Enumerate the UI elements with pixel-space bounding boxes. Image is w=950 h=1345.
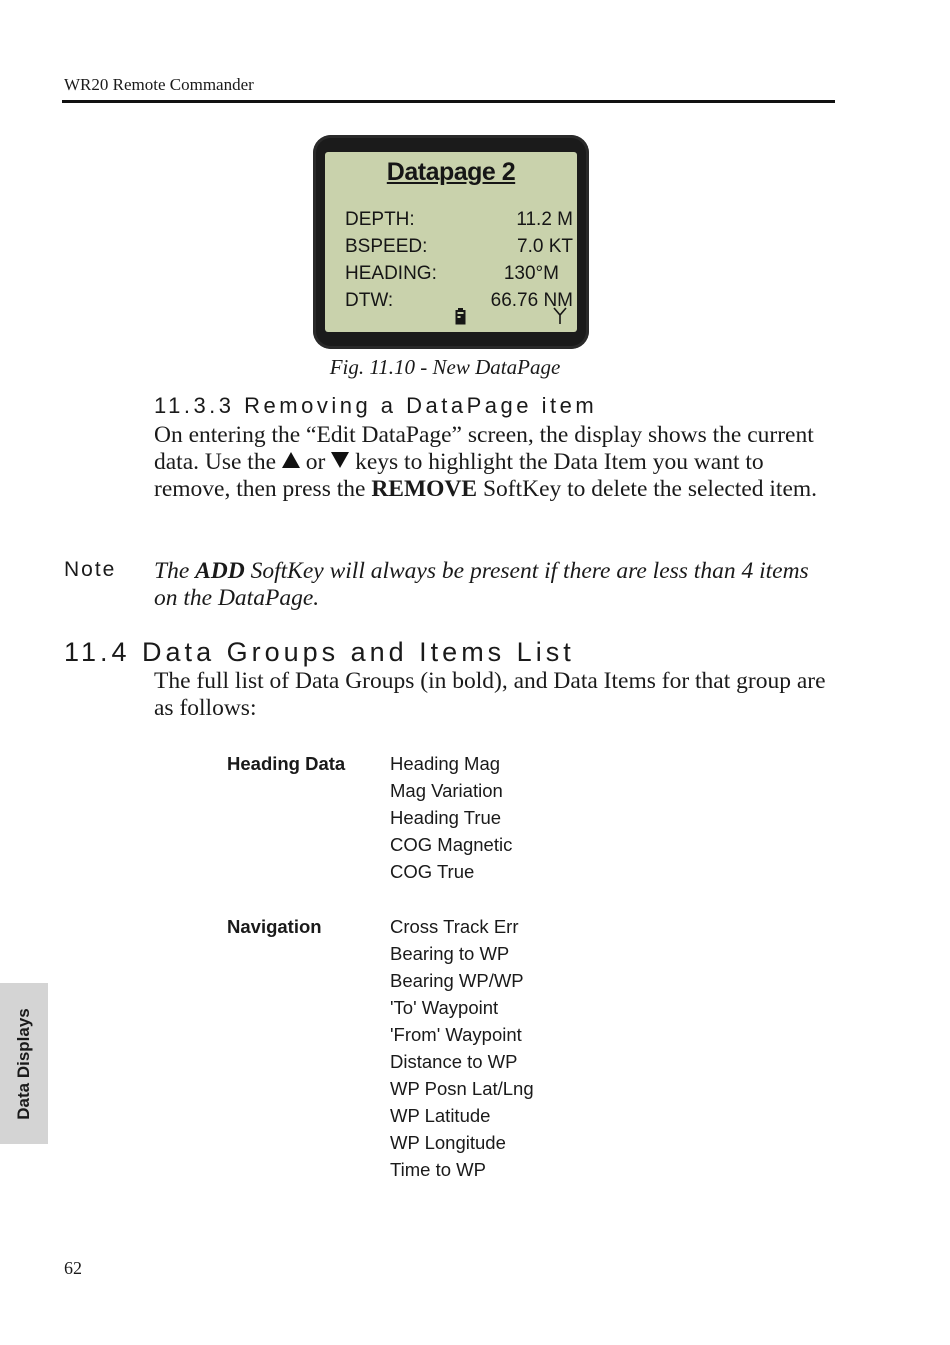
- header-rule: [62, 100, 835, 103]
- list-item: WP Posn Lat/Lng: [390, 1078, 534, 1099]
- lcd-label: HEADING:: [345, 263, 437, 284]
- lcd-screen: [325, 152, 577, 332]
- list-item: Bearing to WP: [390, 943, 510, 964]
- lcd-row-heading: [345, 263, 573, 289]
- section-heading-11-4: 11.4 Data Groups and Items List: [64, 637, 575, 667]
- list-item: Distance to WP: [390, 1051, 518, 1072]
- lcd-value: 130°M: [503, 263, 559, 284]
- running-header: WR20 Remote Commander: [64, 75, 254, 94]
- list-item: Heading True: [390, 807, 502, 828]
- lcd-value: 11.2 M: [516, 209, 573, 230]
- list-item: Heading Mag: [390, 753, 501, 774]
- battery-icon: [455, 308, 466, 325]
- lcd-value: 7.0 KT: [517, 236, 573, 257]
- lcd-title: Datapage 2: [386, 158, 516, 186]
- lcd-label: DTW:: [345, 290, 394, 311]
- figure-caption: Fig. 11.10 - New DataPage: [329, 355, 561, 379]
- lcd-row-depth: [345, 209, 573, 235]
- side-tab-label: Data Displays: [14, 1007, 33, 1120]
- list-item: COG True: [390, 861, 475, 882]
- list-item: WP Latitude: [390, 1105, 491, 1126]
- lcd-row-bspeed: [345, 236, 573, 262]
- lcd-label: BSPEED:: [345, 236, 428, 257]
- note-text: The ADD SoftKey will always be present if there are less than 4 items on the DataPage.: [154, 558, 809, 611]
- section-intro: The full list of Data Groups (in bold), and Data Items for that group are as follows:: [154, 668, 826, 721]
- list-item: WP Longitude: [390, 1132, 506, 1153]
- lcd-value: 66.76 NM: [490, 290, 573, 311]
- datapage-display-figure: [313, 135, 589, 349]
- note-label: Note: [64, 558, 117, 581]
- list-item: 'From' Waypoint: [390, 1024, 522, 1045]
- lcd-label: DEPTH:: [345, 209, 415, 230]
- list-item: Time to WP: [390, 1159, 486, 1180]
- group-name: Navigation: [227, 916, 322, 937]
- list-item: Cross Track Err: [390, 916, 519, 937]
- down-arrow-icon: [331, 452, 349, 468]
- remove-softkey-name: REMOVE: [371, 476, 478, 502]
- antenna-icon: [553, 307, 567, 325]
- add-softkey-name: ADD: [195, 558, 245, 584]
- page-number: 62: [64, 1258, 82, 1278]
- group-name: Heading Data: [227, 753, 346, 774]
- list-item: COG Magnetic: [390, 834, 513, 855]
- up-arrow-icon: [282, 452, 300, 468]
- section-paragraph: On entering the “Edit DataPage” screen, the display shows the current data. Use the or keys to highlight the Data Item you want to remove, then press the REMOVE SoftKey to delete the selected item.: [154, 422, 818, 502]
- list-item: Bearing WP/WP: [390, 970, 524, 991]
- list-item: Mag Variation: [390, 780, 503, 801]
- list-item: 'To' Waypoint: [390, 997, 499, 1018]
- section-heading-11-3-3: 11.3.3 Removing a DataPage item: [154, 393, 598, 418]
- chapter-side-tab: [0, 983, 48, 1144]
